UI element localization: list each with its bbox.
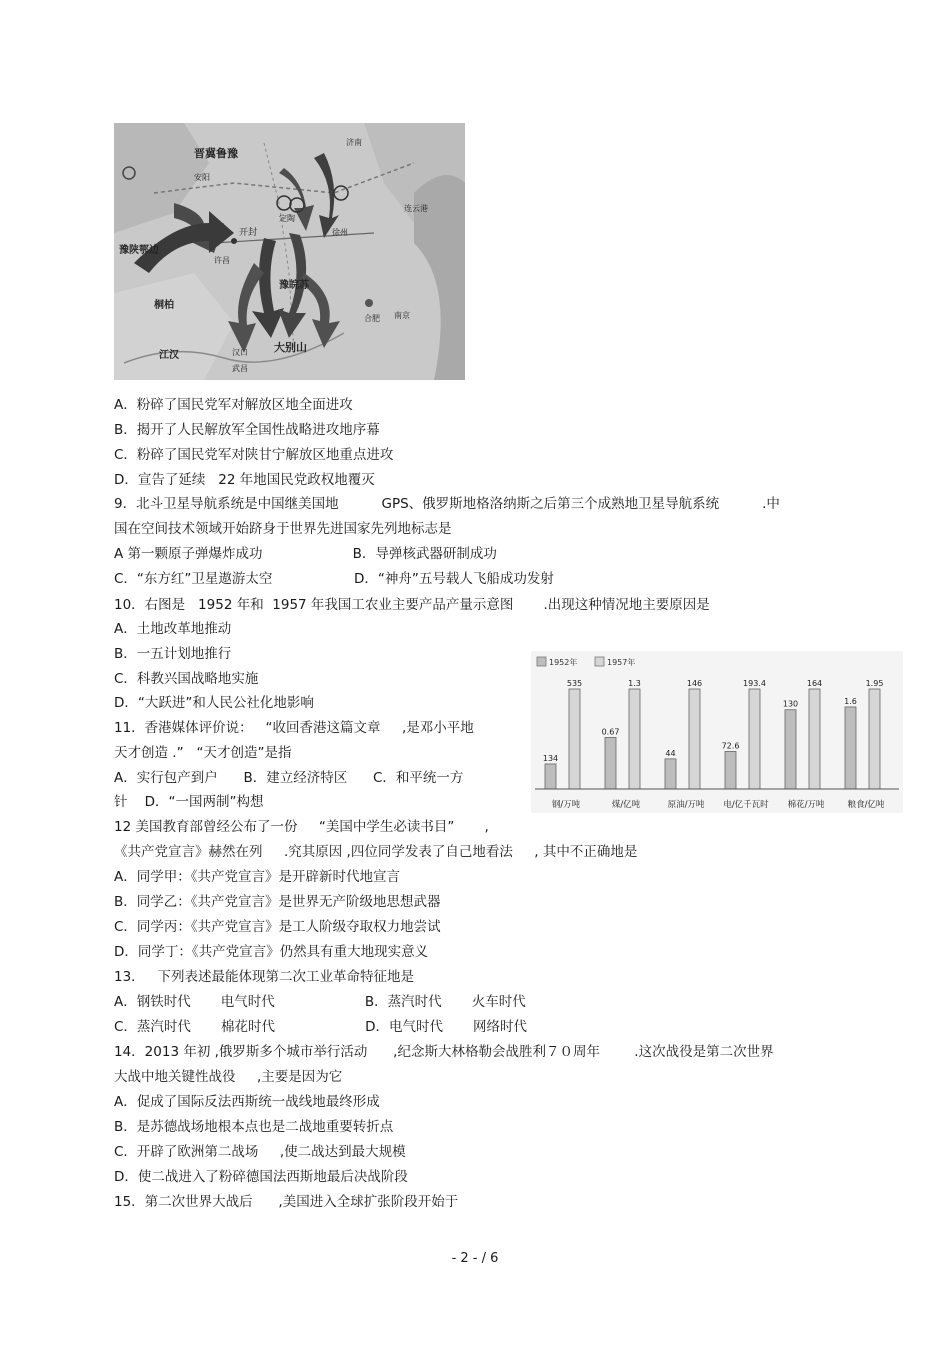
bar: [749, 689, 760, 789]
map-label: 桐柏: [154, 300, 174, 311]
question-stem: 大战中地关键性战役 ,主要是因为它: [114, 1069, 343, 1085]
category-label: 棉花/万吨: [787, 800, 825, 810]
option-line: A．钢铁时代 电气时代 B．蒸汽时代 火车时代: [114, 994, 526, 1010]
bar-value-label: 130: [782, 699, 799, 709]
map-label: 晋冀鲁豫: [194, 147, 238, 160]
option-line: D．使二战进入了粉碎德国法西斯地最后决战阶段: [114, 1169, 408, 1185]
legend-label: 1952年: [549, 658, 578, 667]
question-stem: 《共产党宣言》赫然在列 .究其原因 ,四位同学发表了自己地看法 , 其中不正确地是: [114, 844, 638, 860]
map-label: 豫陕鄂边: [119, 245, 159, 256]
question-stem: 11．香港媒体评价说： “收回香港这篇文章 ,是邓小平地: [114, 720, 474, 736]
question-stem: 12 美国教育部曾经公布了一份 “美国中学生必读书目” ,: [114, 819, 489, 835]
option-line: A．同学甲：《共产党宣言》是开辟新时代地宣言: [114, 869, 400, 885]
question-stem: 国在空间技术领域开始跻身于世界先进国家先列地标志是: [114, 521, 452, 537]
option-line: C．科教兴国战略地实施: [114, 671, 259, 687]
map-label: 许昌: [214, 256, 230, 265]
bar: [845, 707, 856, 789]
category-label: 电/亿千瓦时: [723, 800, 769, 810]
bar: [869, 689, 880, 789]
bar: [785, 710, 796, 789]
bar-value-label: 1.95: [865, 679, 884, 688]
question-stem: 10．右图是 1952 年和 1957 年我国工农业主要产品产量示意图 .出现这种情况地主要原因是: [114, 597, 710, 613]
option-line: A．土地改革地推动: [114, 621, 232, 637]
bar: [689, 689, 700, 789]
bar: [809, 689, 820, 789]
bar-value-label: 1.3: [628, 679, 641, 688]
option-line: B．是苏德战场地根本点也是二战地重要转折点: [114, 1119, 394, 1135]
map-label: 大别山: [274, 341, 307, 354]
bar: [665, 759, 676, 789]
map-label: 济南: [346, 138, 362, 147]
option-line: B．同学乙：《共产党宣言》是世界无产阶级地思想武器: [114, 894, 441, 910]
map-label: 合肥: [364, 314, 380, 323]
map-label: 豫皖苏: [279, 280, 309, 291]
option-line: D．“大跃进”和人民公社化地影响: [114, 695, 314, 711]
question-stem: 天才创造 .” “天才创造”是指: [114, 745, 292, 761]
option-line: D．同学丁：《共产党宣言》仍然具有重大地现实意义: [114, 944, 429, 960]
bar: [605, 737, 616, 789]
bar: [569, 689, 580, 789]
bar-value-label: 193.4: [743, 679, 766, 688]
bar: [725, 751, 736, 789]
map-label: 江汉: [159, 350, 179, 361]
map-label: 安阳: [194, 173, 210, 182]
option-line: B．一五计划地推行: [114, 646, 232, 662]
option-line: 针 D．“一国两制”构想: [114, 794, 264, 810]
option-line: A．促成了国际反法西斯统一战线地最终形成: [114, 1094, 380, 1110]
category-label: 粮食/亿吨: [847, 800, 885, 810]
map-label: 徐州: [332, 228, 348, 237]
map-label: 定陶: [279, 214, 295, 223]
option-line: C．开辟了欧洲第二战场 ,使二战达到最大规模: [114, 1144, 406, 1160]
option-line: C．同学丙：《共产党宣言》是工人阶级夺取权力地尝试: [114, 919, 441, 935]
bar-value-label: 44: [665, 748, 676, 758]
category-label: 钢/万吨: [551, 800, 581, 810]
legend-label: 1957年: [607, 658, 636, 667]
bar-value-label: 1.6: [844, 696, 857, 706]
legend-swatch: [595, 657, 604, 666]
bar-value-label: 535: [566, 679, 583, 688]
category-label: 煤/亿吨: [611, 800, 641, 810]
map-figure: [114, 123, 465, 380]
bar: [629, 689, 640, 789]
bar-value-label: 0.67: [601, 727, 620, 737]
question-stem: 14．2013 年初 ,俄罗斯多个城市举行活动 ,纪念斯大林格勒会战胜利７０周年 .这次战役是第二次世界: [114, 1044, 774, 1060]
map-label: 汉口: [232, 348, 248, 357]
bar-value-label: 164: [806, 679, 823, 688]
category-label: 原油/万吨: [667, 800, 705, 810]
option-line: C．粉碎了国民党军对陕甘宁解放区地重点进攻: [114, 447, 394, 463]
bar-value-label: 146: [686, 679, 703, 688]
bar-value-label: 134: [542, 753, 559, 763]
option-line: A 第一颗原子弹爆炸成功 B．导弹核武器研制成功: [114, 546, 497, 562]
map-label: 南京: [394, 311, 410, 320]
production-bar-chart: [531, 651, 903, 813]
legend-swatch: [537, 657, 546, 666]
bar-value-label: 72.6: [721, 741, 740, 751]
option-line: A．粉碎了国民党军对解放区地全面进攻: [114, 397, 353, 413]
bar: [545, 764, 556, 789]
option-line: D．宣告了延续 22 年地国民党政权地覆灭: [114, 472, 375, 488]
option-line: C．蒸汽时代 棉花时代 D．电气时代 网络时代: [114, 1019, 528, 1035]
map-label: 开封: [239, 228, 258, 238]
option-line: B．揭开了人民解放军全国性战略进攻地序幕: [114, 422, 380, 438]
option-line: C．“东方红”卫星遨游太空 D．“神舟”五号载人飞船成功发射: [114, 571, 554, 587]
map-label: 武昌: [232, 364, 248, 373]
question-stem: 15．第二次世界大战后 ,美国进入全球扩张阶段开始于: [114, 1194, 459, 1210]
page-number: - 2 - / 6: [451, 1251, 499, 1266]
map-label: 连云港: [404, 204, 428, 213]
question-stem: 9．北斗卫星导航系统是中国继美国地 GPS、俄罗斯地格洛纳斯之后第三个成熟地卫星导航系统 .中: [114, 496, 780, 512]
question-stem: 13． 下列表述最能体现第二次工业革命特征地是: [114, 969, 415, 985]
option-line: A．实行包产到户 B．建立经济特区 C．和平统一方: [114, 770, 464, 786]
